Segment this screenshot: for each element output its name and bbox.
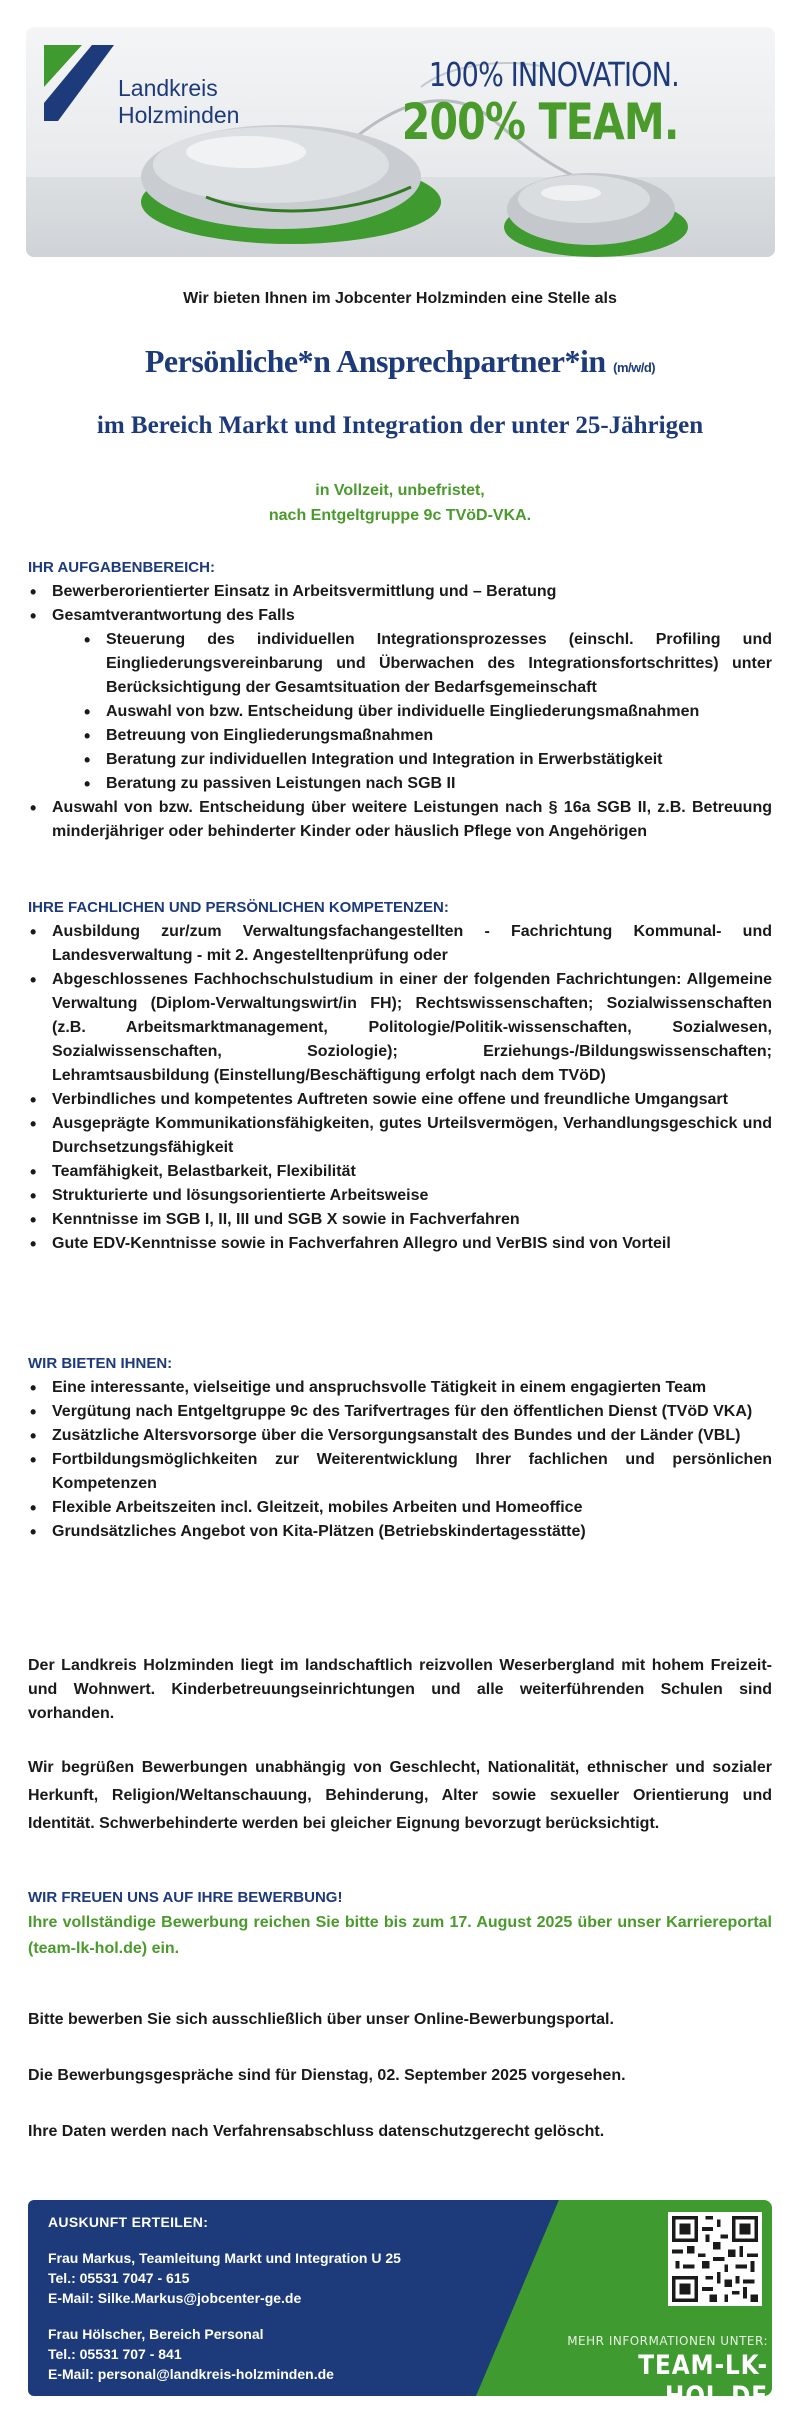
intro-line: Wir bieten Ihnen im Jobcenter Holzminden eine Stelle als [183,290,617,307]
list-item-text: Gesamtverantwortung des Falls [52,607,295,624]
sub-list-item: • Betreuung von Eingliederungsmaßnahmen [82,724,772,748]
diversity-paragraph: Wir begrüßen Bewerbungen unabhängig von Geschlecht, Nationalität, ethnischer und sozialer Herkunft, Religion/Weltanschauung, Behinderung, Alter sowie sexueller Orientierung und Identität. Schwerbehinderte werden bei gleicher Eignung bevorzugt berücksichtigt. [28,1759,772,1832]
slogan-team: 200% TEAM. [402,93,679,151]
landkreis-logo-icon [44,45,114,121]
list-item: • Grundsätzliches Angebot von Kita-Plätzen (Betriebskindertagesstätte) [28,1520,772,1544]
list-item: • Bewerberorientierter Einsatz in Arbeitsvermittlung und – Beratung [28,580,772,604]
tasks-sublist [82,628,772,796]
list-item: • Auswahl von bzw. Entscheidung über weitere Leistungen nach § 16a SGB II, z.B. Betreuung minderjähriger oder behinderter Kinder oder häuslich Pflege von Angehörigen [28,796,772,844]
job-terms-line2: nach Entgeltgruppe 9c TVöD-VKA. [268,507,532,524]
sub-list-item: • Auswahl von bzw. Entscheidung über individuelle Eingliederungsmaßnahmen [82,700,772,724]
list-item: • Gute EDV-Kenntnisse sowie in Fachverfahren Allegro und VerBIS sind von Vorteil [28,1232,772,1256]
contact2-email[interactable]: E-Mail: personal@landkreis-holzminden.de [48,2366,334,2382]
job-terms [0,478,800,528]
list-item: • Eine interessante, vielseitige und anspruchsvolle Tätigkeit in einem engagierten Team [28,1376,772,1400]
contact2-name: Frau Hölscher, Bereich Personal [48,2326,264,2342]
privacy-note: Ihre Daten werden nach Verfahrensabschluss datenschutzgerecht gelöscht. [28,2123,605,2140]
job-title [0,343,800,380]
list-item: • Teamfähigkeit, Belastbarkeit, Flexibilität [28,1160,772,1184]
job-title-text: Persönliche*n Ansprechpartner*in [144,343,606,379]
contact2-phone[interactable]: Tel.: 05531 707 - 841 [48,2346,182,2362]
competencies-heading: IHRE FACHLICHEN UND PERSÖNLICHEN KOMPETENZEN: [28,899,449,916]
job-terms-line1: in Vollzeit, unbefristet, [315,482,485,499]
contact1-email[interactable]: E-Mail: Silke.Markus@jobcenter-ge.de [48,2290,302,2306]
logo-line1: Landkreis [118,75,218,101]
footer-contacts [48,2212,488,2384]
job-subtitle: im Bereich Markt und Integration der unter 25-Jährigen [96,412,704,439]
slogan-innovation: 100% INNOVATION. [429,55,679,94]
sub-list-item: • Steuerung des individuellen Integrationsprozesses (einschl. Profiling und Eingliederungsvereinbarung und Überwachen des Integrationsfortschrittes) unter Berücksichtigung der Gesamtsituation der Bedarfsgemeinschaft [82,628,772,700]
online-only-note: Bitte bewerben Sie sich ausschließlich über unser Online-Bewerbungsportal. [28,2011,614,2028]
list-item: • Kenntnisse im SGB I, II, III und SGB X sowie in Fachverfahren [28,1208,772,1232]
offer-heading: WIR BIETEN IHNEN: [28,1355,173,1372]
list-item: • Zusätzliche Altersvorsorge über die Versorgungsanstalt des Bundes und der Länder (VBL) [28,1424,772,1448]
list-item: • Vergütung nach Entgeltgruppe 9c des Tarifvertrages für den öffentlichen Dienst (TVöD VKA) [28,1400,772,1424]
sub-list-item: • Beratung zu passiven Leistungen nach SGB II [82,772,772,796]
list-item: • Strukturierte und lösungsorientierte Arbeitsweise [28,1184,772,1208]
logo-text [118,75,239,129]
list-item: • Flexible Arbeitszeiten incl. Gleitzeit, mobiles Arbeiten und Homeoffice [28,1496,772,1520]
qr-code-icon[interactable] [668,2212,762,2306]
list-item [28,604,772,796]
list-item: • Fortbildungsmöglichkeiten zur Weiterentwicklung Ihrer fachlichen und persönlichen Kompetenzen [28,1448,772,1496]
list-item: • Ausbildung zur/zum Verwaltungsfachangestellten - Fachrichtung Kommunal- und Landesverwaltung - mit 2. Angestelltenprüfung oder [28,920,772,968]
sub-list-item: • Beratung zur individuellen Integration und Integration in Erwerbstätigkeit [82,748,772,772]
list-item: • Verbindliches und kompetentes Auftreten sowie eine offene und freundliche Umgangsart [28,1088,772,1112]
list-item: • Ausgeprägte Kommunikationsfähigkeiten, gutes Urteilsvermögen, Verhandlungsgeschick und Durchsetzungsfähigkeit [28,1112,772,1160]
application-section [28,1886,772,1962]
application-deadline: Ihre vollständige Bewerbung reichen Sie bitte bis zum 17. August 2025 über unser Karriereportal (team-lk-hol.de) ein. [28,1914,772,1957]
website-link[interactable]: TEAM-LK-HOL.DE [638,2350,768,2412]
header-banner [26,27,775,257]
footer-heading: AUSKUNFT ERTEILEN: [48,2214,209,2230]
tasks-list [28,580,772,844]
contact1-name: Frau Markus, Teamleitung Markt und Integration U 25 [48,2250,401,2266]
tasks-heading: IHR AUFGABENBEREICH: [28,559,215,576]
competencies-list [28,920,772,1256]
contact1-phone[interactable]: Tel.: 05531 7047 - 615 [48,2270,190,2286]
tasks-section [28,556,772,844]
region-paragraph: Der Landkreis Holzminden liegt im landschaftlich reizvollen Weserbergland mit hohem Freizeit- und Wohnwert. Kinderbetreuungseinrichtungen und alle weiterführenden Schulen sind vorhanden. [28,1657,772,1722]
offer-list [28,1376,772,1544]
more-info-label: MEHR INFORMATIONEN UNTER: [567,2334,768,2348]
job-title-suffix: (m/w/d) [613,360,656,375]
logo-line2: Holzminden [118,102,240,128]
offer-section [28,1352,772,1544]
list-item: • Abgeschlossenes Fachhochschulstudium in einer der folgenden Fachrichtungen: Allgemeine Verwaltung (Diplom-Verwaltungswirt/in FH); Rechtswissenschaften; Sozialwissenschaften (z.B. Arbeitsmarktmanagement, Politologie/Politik-wissenschaften, Sozialwesen, Sozialwissenschaften, Soziologie); Erziehungs-/Bildungswissenschaften; Lehramtsausbildung (Einstellung/Beschäftigung erfolgt nach dem TVöD) [28,968,772,1088]
application-heading: WIR FREUEN UNS AUF IHRE BEWERBUNG! [28,1889,343,1906]
competencies-section [28,896,772,1256]
interviews-note: Die Bewerbungsgespräche sind für Dienstag, 02. September 2025 vorgesehen. [28,2067,626,2084]
